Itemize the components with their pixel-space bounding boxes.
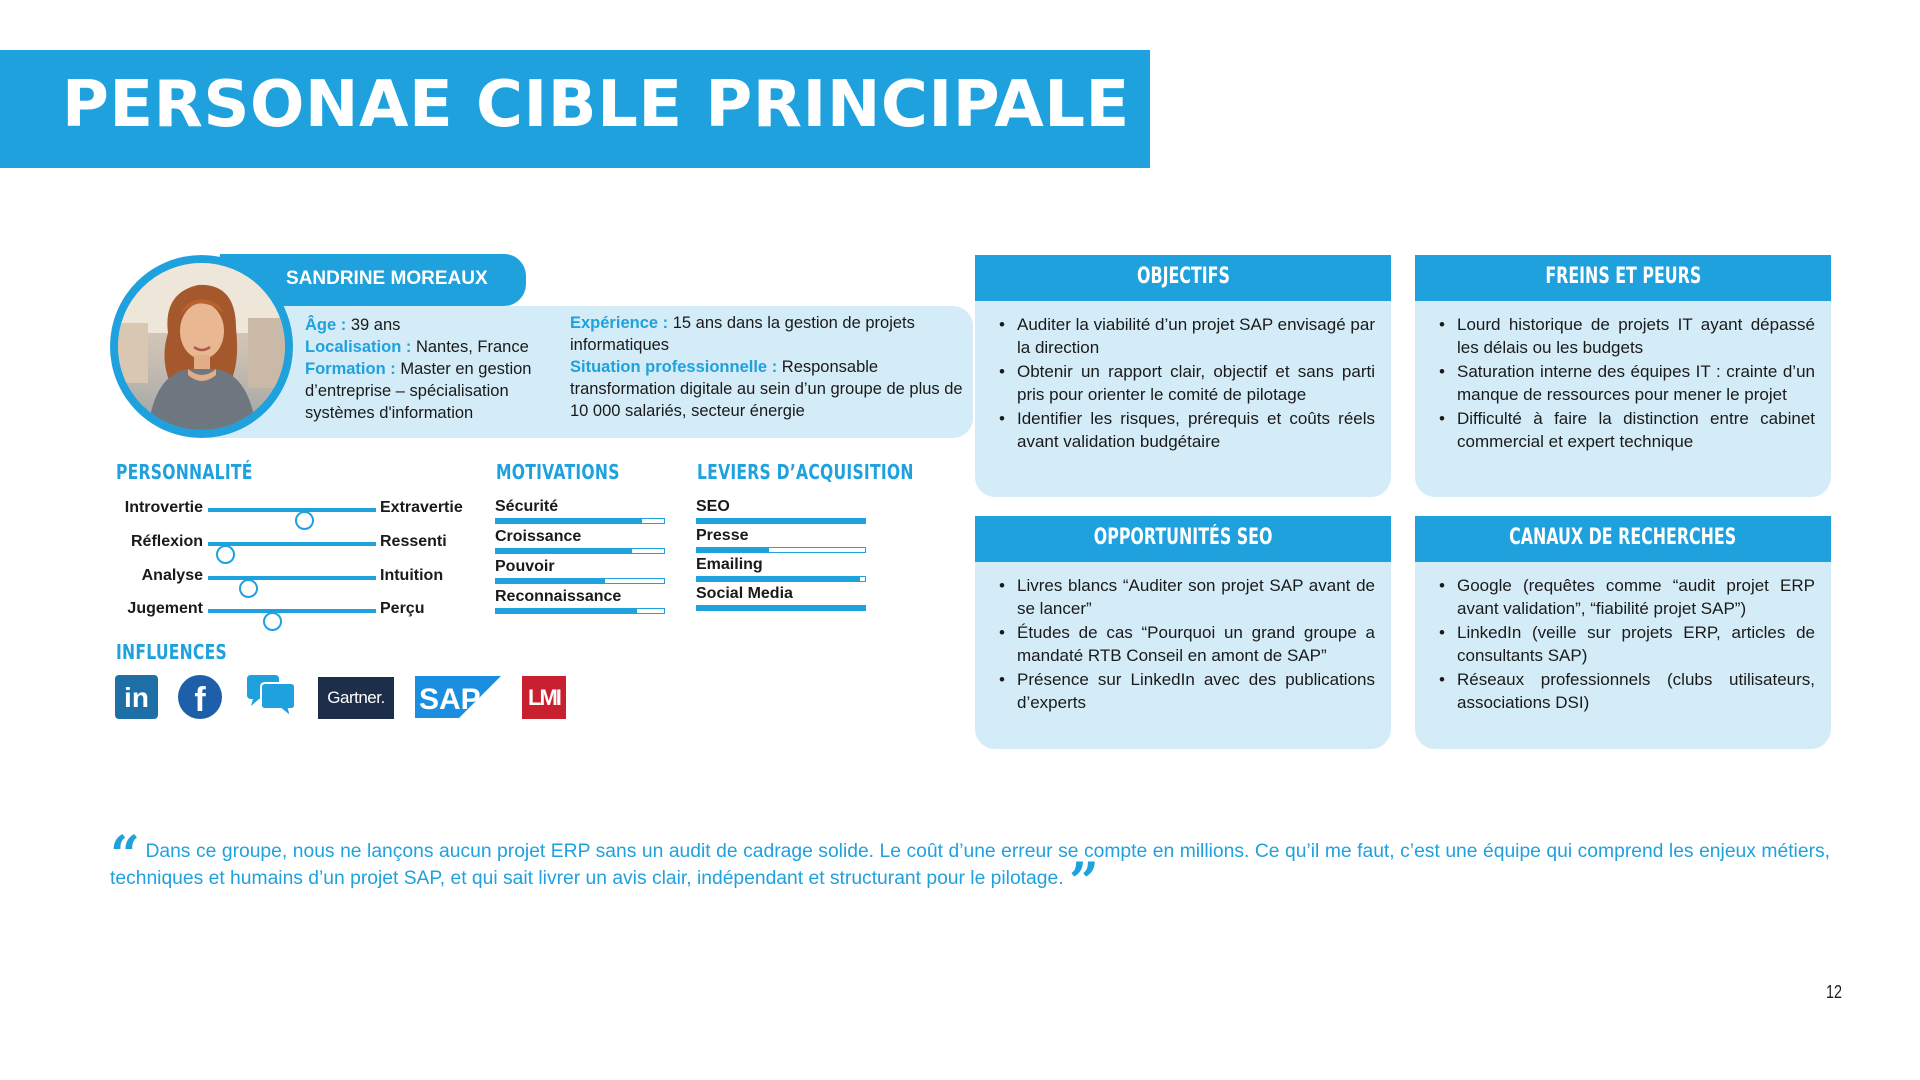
freins-header (1415, 255, 1831, 301)
linkedin-logo: in (115, 675, 158, 719)
list-item: • Obtenir un rapport clair, objectif et sans parti pris pour orienter le comité de pilotage (997, 360, 1375, 407)
bar-fill (496, 579, 605, 583)
personality-heading: PERSONNALITÉ (116, 460, 253, 484)
freins-title: FREINS ET PEURS (1545, 264, 1701, 289)
age-label: Âge : (305, 316, 347, 334)
bar-label: Pouvoir (495, 558, 555, 575)
bar-fill (496, 549, 632, 553)
bar-track (495, 608, 665, 614)
personality-slider-row (100, 565, 490, 589)
location-value: Nantes, France (411, 338, 529, 356)
bar-fill (496, 519, 642, 523)
motivations-item (495, 498, 665, 524)
bar-track (495, 578, 665, 584)
bar-fill (697, 577, 860, 581)
slider-knob (295, 511, 314, 530)
situation-line (570, 356, 970, 422)
seo-header (975, 516, 1391, 562)
trait-left-label: Réflexion (130, 533, 203, 550)
acquisition-item (696, 527, 866, 553)
education-line (305, 358, 567, 424)
motivations-heading: MOTIVATIONS (496, 460, 620, 484)
motivations-item (495, 558, 665, 584)
bar-label: Presse (696, 527, 749, 544)
gartner-logo: Gartner. (318, 677, 394, 719)
trait-right-label: Ressenti (380, 533, 447, 550)
list-item: • Lourd historique de projets IT ayant dépassé les délais ou les budgets (1437, 313, 1815, 360)
seo-title: OPPORTUNITÉS SEO (1093, 525, 1273, 550)
experience-label: Expérience : (570, 314, 669, 332)
bar-track (495, 518, 665, 524)
slider-knob (216, 545, 235, 564)
acquisition-heading: LEVIERS D’ACQUISITION (697, 460, 914, 484)
trait-left-label: Introvertie (124, 499, 203, 516)
bar-label: Reconnaissance (495, 588, 622, 605)
influences-heading: INFLUENCES (116, 640, 227, 664)
slider-track (208, 508, 376, 512)
seo-box (975, 516, 1391, 749)
sap-logo (415, 676, 501, 720)
objectifs-list (975, 301, 1391, 453)
list-item: • Livres blancs “Auditer son projet SAP avant de se lancer” (997, 574, 1375, 621)
situation-label: Situation professionnelle : (570, 358, 778, 376)
bar-track (696, 576, 866, 582)
lmi-logo: LMI (522, 676, 566, 719)
slider-track (208, 576, 376, 580)
education-value: Master en gestion d’entreprise – spécialisation systèmes d'information (305, 360, 532, 422)
canaux-header (1415, 516, 1831, 562)
page-number: 12 (1826, 982, 1843, 1002)
acquisition-item (696, 585, 866, 611)
freins-list (1415, 301, 1831, 453)
bar-label: Emailing (696, 556, 763, 573)
persona-avatar (110, 255, 293, 438)
slider-track (208, 542, 376, 546)
bar-label: Social Media (696, 585, 793, 602)
trait-right-label: Extravertie (380, 499, 463, 516)
list-item: • Difficulté à faire la distinction entre cabinet commercial et expert technique (1437, 407, 1815, 454)
trait-right-label: Perçu (380, 600, 425, 617)
sap-logo-text: SAP (419, 683, 481, 716)
personality-slider-row (100, 497, 490, 521)
persona-details-left (305, 314, 567, 424)
acquisition-item (696, 556, 866, 582)
acquisition-item (696, 498, 866, 524)
list-item: • Études de cas “Pourquoi un grand groupe a mandaté RTB Conseil en amont de SAP” (997, 621, 1375, 668)
bar-track (696, 547, 866, 553)
forum-chat-icon (245, 675, 297, 719)
persona-details-right (570, 312, 970, 422)
experience-value: 15 ans dans la gestion de projets informatiques (570, 314, 915, 354)
objectifs-title: OBJECTIFS (1136, 264, 1230, 289)
facebook-logo: f (178, 675, 222, 719)
personality-slider-row (100, 598, 490, 622)
quote-text: Dans ce groupe, nous ne lançons aucun projet ERP sans un audit de cadrage solide. Le coût d’une erreur se compte en millions. Ce qu’il me faut, c’est une équipe qui comprend les enjeux métiers, techniques et humains d’un projet SAP, et qui sait livrer un avis clair, indépendant et structurant pour le pilotage. (110, 841, 1830, 889)
bar-fill (496, 609, 637, 613)
seo-list (975, 562, 1391, 714)
situation-value: Responsable transformation digitale au sein d’un groupe de plus de 10 000 salariés, secteur énergie (570, 358, 963, 420)
bar-fill (697, 519, 865, 523)
list-item: • Réseaux professionnels (clubs utilisateurs, associations DSI) (1437, 668, 1815, 715)
canaux-list (1415, 562, 1831, 714)
trait-left-label: Jugement (127, 600, 203, 617)
bar-track (696, 518, 866, 524)
experience-line (570, 312, 970, 356)
freins-box (1415, 255, 1831, 497)
canaux-box (1415, 516, 1831, 749)
slider-knob (239, 579, 258, 598)
persona-name: SANDRINE MOREAUX (286, 268, 488, 289)
list-item: • Saturation interne des équipes IT : crainte d’un manque de ressources pour mener le projet (1437, 360, 1815, 407)
trait-right-label: Intuition (380, 567, 444, 584)
page-title: PERSONAE CIBLE PRINCIPALE (62, 68, 1130, 142)
bar-fill (697, 548, 769, 552)
slider-knob (263, 612, 282, 631)
objectifs-header (975, 255, 1391, 301)
age-value: 39 ans (346, 316, 401, 334)
bar-label: Croissance (495, 528, 582, 545)
canaux-title: CANAUX DE RECHERCHES (1509, 525, 1737, 550)
location-label: Localisation : (305, 338, 412, 356)
bar-label: Sécurité (495, 498, 559, 515)
list-item: • LinkedIn (veille sur projets ERP, articles de consultants SAP) (1437, 621, 1815, 668)
motivations-item (495, 528, 665, 554)
location-line (305, 336, 567, 358)
list-item: • Auditer la viabilité d’un projet SAP envisagé par la direction (997, 313, 1375, 360)
slider-track (208, 609, 376, 613)
bar-label: SEO (696, 498, 730, 515)
list-item: • Présence sur LinkedIn avec des publications d’experts (997, 668, 1375, 715)
bar-fill (697, 606, 865, 610)
trait-left-label: Analyse (141, 567, 203, 584)
education-label: Formation : (305, 360, 396, 378)
close-quote-icon: ” (1068, 852, 1099, 913)
open-quote-icon: “ (110, 825, 140, 886)
bar-track (495, 548, 665, 554)
motivations-item (495, 588, 665, 614)
age-line (305, 314, 567, 336)
personality-slider-row (100, 531, 490, 555)
bar-track (696, 605, 866, 611)
avatar-photo (118, 263, 285, 430)
persona-quote (110, 825, 1830, 913)
objectifs-box (975, 255, 1391, 497)
list-item: • Identifier les risques, prérequis et coûts réels avant validation budgétaire (997, 407, 1375, 454)
list-item: • Google (requêtes comme “audit projet ERP avant validation”, “fiabilité projet SAP”) (1437, 574, 1815, 621)
title-banner (0, 50, 1150, 168)
